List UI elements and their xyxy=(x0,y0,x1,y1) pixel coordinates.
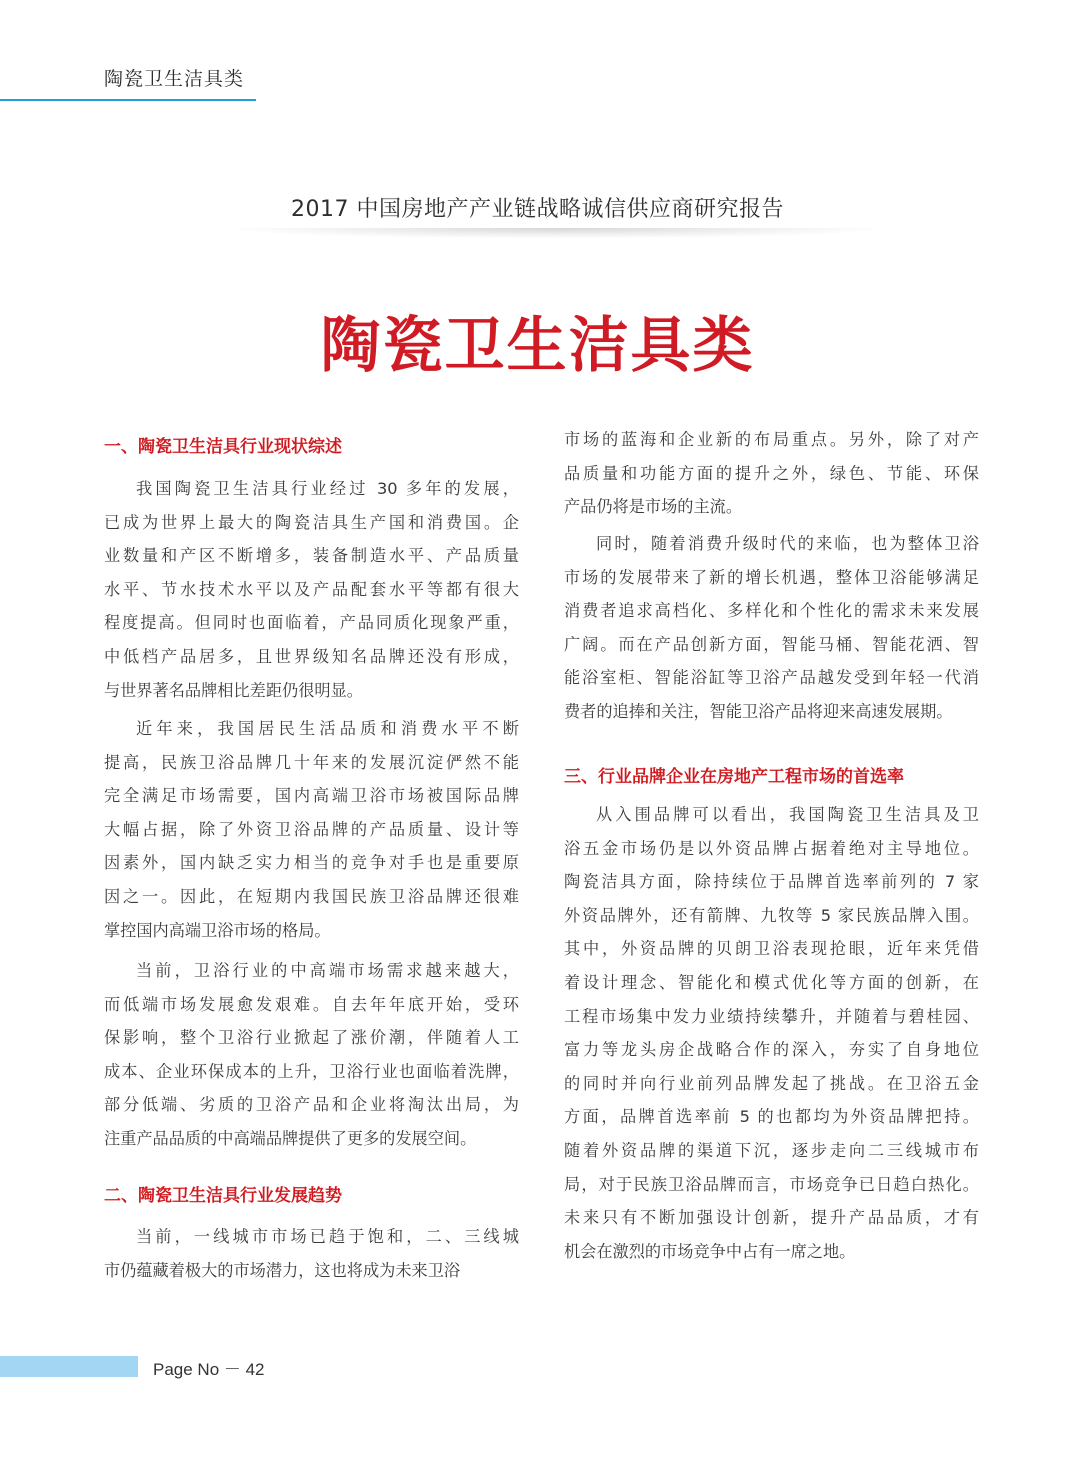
paragraph-3-line: 当前，卫浴行业的中高端市场需求越来越大， xyxy=(136,961,519,980)
paragraph-6-line: 工程市场集中发力业绩持续攀升，并随着与碧桂园、 xyxy=(564,1006,979,1026)
paragraph-3-line: 注重产品品质的中高端品牌提供了更多的发展空间。 xyxy=(104,1129,477,1148)
paragraph-6-line: 局，对于民族卫浴品牌而言，市场竞争已日趋白热化。 xyxy=(564,1174,979,1194)
paragraph-3-line: 部分低端、劣质的卫浴产品和企业将淘汰出局，为 xyxy=(104,1095,519,1115)
paragraph-2-line: 掌控国内高端卫浴市场的格局。 xyxy=(104,920,331,940)
paragraph-6-line: 方面，品牌首选率前 5 的也都均为外资品牌把持。 xyxy=(564,1107,979,1127)
main-title: 陶瓷卫生洁具类 xyxy=(320,311,755,381)
paragraph-6-line: 富力等龙头房企战略合作的深入，夯实了自身地位 xyxy=(564,1040,979,1060)
paragraph-6-line: 从入围品牌可以看出，我国陶瓷卫生洁具及卫 xyxy=(596,805,979,824)
paragraph-5-line: 广阔。而在产品创新方面，智能马桶、智能花洒、智 xyxy=(564,634,979,654)
section-heading-2: 二、陶瓷卫生洁具行业发展趋势 xyxy=(104,1186,342,1206)
paragraph-2-line: 因之一。因此，在短期内我国民族卫浴品牌还很难 xyxy=(104,887,519,906)
paragraph-6-line: 机会在激烈的市场竞争中占有一席之地。 xyxy=(564,1241,856,1261)
paragraph-3-line: 而低端市场发展愈发艰难。自去年年底开始，受环 xyxy=(104,994,519,1014)
paragraph-5-line: 同时，随着消费升级时代的来临，也为整体卫浴 xyxy=(596,534,979,553)
paragraph-6-line: 的同时并向行业前列品牌发起了挑战。在卫浴五金 xyxy=(564,1073,979,1093)
paragraph-3-line: 保影响，整个卫浴行业掀起了涨价潮，伴随着人工 xyxy=(104,1028,519,1048)
paragraph-6-line: 浴五金市场仍是以外资品牌占据着绝对主导地位。 xyxy=(564,838,979,858)
header-accent-rule xyxy=(0,99,256,101)
section-heading-1: 一、陶瓷卫生洁具行业现状综述 xyxy=(104,437,342,457)
paragraph-2-line: 完全满足市场需要，国内高端卫浴市场被国际品牌 xyxy=(104,786,519,806)
paragraph-6-line: 其中，外资品牌的贝朗卫浴表现抢眼，近年来凭借 xyxy=(564,939,979,959)
paragraph-5-line: 消费者追求高档化、多样化和个性化的需求未来发展 xyxy=(564,601,979,621)
paragraph-5-line: 能浴室柜、智能浴缸等卫浴产品越发受到年轻一代消 xyxy=(564,668,979,688)
section-heading-3: 三、行业品牌企业在房地产工程市场的首选率 xyxy=(564,767,904,787)
running-header-title: 陶瓷卫生洁具类 xyxy=(104,68,245,90)
paragraph-1-line: 我国陶瓷卫生洁具行业经过 30 多年的发展， xyxy=(136,479,519,498)
title-divider-shadow xyxy=(236,228,876,238)
paragraph-6-line: 陶瓷洁具方面，除持续位于品牌首选率前列的 7 家 xyxy=(564,872,979,892)
paragraph-1-line: 程度提高。但同时也面临着，产品同质化现象严重， xyxy=(104,613,519,633)
paragraph-2-line: 近年来，我国居民生活品质和消费水平不断 xyxy=(136,719,519,738)
paragraph-6-line: 外资品牌外，还有箭牌、九牧等 5 家民族品牌入围。 xyxy=(564,905,979,925)
paragraph-2-line: 因素外，国内缺乏实力相当的竞争对手也是重要原 xyxy=(104,853,519,873)
paragraph-1-line: 业数量和产区不断增多，装备制造水平、产品质量 xyxy=(104,546,519,566)
paragraph-4-line: 当前，一线城市市场已趋于饱和，二、三线城 xyxy=(136,1227,519,1246)
paragraph-3-line: 成本、企业环保成本的上升，卫浴行业也面临着洗牌， xyxy=(104,1061,519,1081)
paragraph-1-line: 与世界著名品牌相比差距仍很明显。 xyxy=(104,680,363,700)
paragraph-2-line: 提高，民族卫浴品牌几十年来的发展沉淀俨然不能 xyxy=(104,752,519,772)
paragraph-4-continued-line: 产品仍将是市场的主流。 xyxy=(564,497,743,517)
paragraph-4-line: 市仍蕴藏着极大的市场潜力，这也将成为未来卫浴 xyxy=(104,1260,461,1280)
paragraph-2-line: 大幅占据，除了外资卫浴品牌的产品质量、设计等 xyxy=(104,819,519,839)
paragraph-4-continued-line: 品质量和功能方面的提升之外，绿色、节能、环保 xyxy=(564,463,979,483)
paragraph-5-line: 市场的发展带来了新的增长机遇，整体卫浴能够满足 xyxy=(564,567,979,587)
paragraph-1-line: 中低档产品居多，且世界级知名品牌还没有形成， xyxy=(104,647,519,666)
paragraph-1-line: 水平、节水技术水平以及产品配套水平等都有很大 xyxy=(104,579,519,599)
paragraph-6-line: 着设计理念、智能化和模式优化等方面的创新，在 xyxy=(564,973,979,992)
paragraph-6-line: 未来只有不断加强设计创新，提升产品品质，才有 xyxy=(564,1208,979,1228)
report-title: 2017 中国房地产产业链战略诚信供应商研究报告 xyxy=(291,197,784,222)
paragraph-1-line: 已成为世界上最大的陶瓷洁具生产国和消费国。企 xyxy=(104,512,519,532)
paragraph-6-line: 随着外资品牌的渠道下沉，逐步走向二三线城市布 xyxy=(564,1141,979,1160)
page-number: Page No － 42 xyxy=(153,1360,265,1379)
paragraph-5-line: 费者的追捧和关注，智能卫浴产品将迎来高速发展期。 xyxy=(564,702,953,721)
footer-accent-bar xyxy=(0,1356,138,1377)
paragraph-4-continued-line: 市场的蓝海和企业新的布局重点。另外，除了对产 xyxy=(564,430,979,449)
